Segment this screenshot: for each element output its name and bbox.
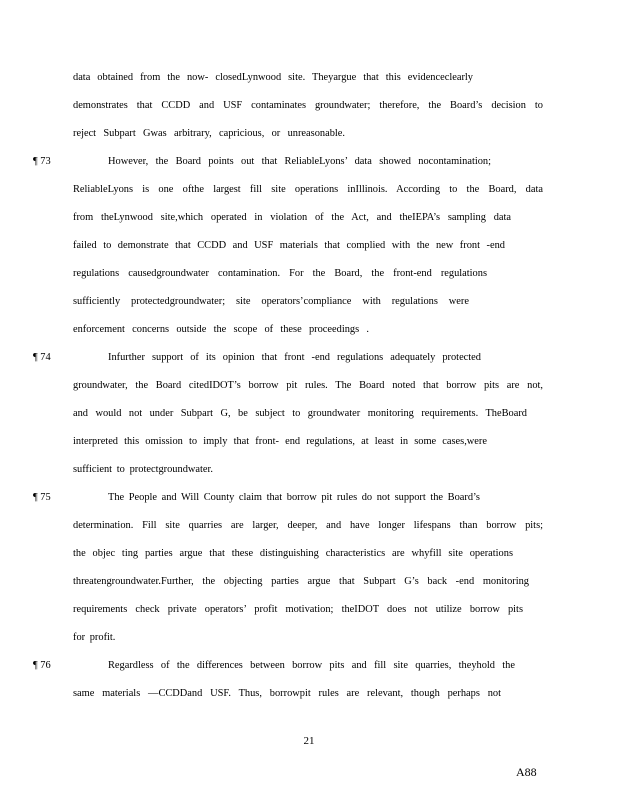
text-line: regulations causedgroundwater contamination. For the Board, the front-end regulations	[73, 268, 487, 279]
paragraph-number: ¶ 73	[33, 156, 51, 167]
text-line: demonstrates that CCDD and USF contaminates groundwater; therefore, the Board’s decision to	[73, 100, 543, 111]
text-line: Regardless of the differences between borrow pits and fill site quarries, theyhold the	[108, 660, 515, 671]
text-line: failed to demonstrate that CCDD and USF materials that complied with the new front -end	[73, 240, 505, 251]
text-line: reject Subpart Gwas arbitrary, capricious, or unreasonable.	[73, 128, 345, 139]
text-line: determination. Fill site quarries are larger, deeper, and have longer lifespans than borrow pits;	[73, 520, 543, 531]
text-line: data obtained from the now- closedLynwood site. Theyargue that this evidenceclearly	[73, 72, 473, 83]
text-line: interpreted this omission to imply that front- end regulations, at least in some cases,were	[73, 436, 487, 447]
text-line: sufficient to protectgroundwater.	[73, 464, 213, 475]
text-line: from theLynwood site,which operated in violation of the Act, and theIEPA’s sampling data	[73, 212, 511, 223]
text-line: same materials —CCDDand USF. Thus, borrowpit rules are relevant, though perhaps not	[73, 688, 501, 699]
paragraph-number: ¶ 74	[33, 352, 51, 363]
text-line: sufficiently protectedgroundwater; site operators’compliance with regulations were	[73, 296, 469, 307]
text-line: groundwater, the Board citedIDOT’s borrow pit rules. The Board noted that borrow pits are not,	[73, 380, 543, 391]
paragraph-number: ¶ 75	[33, 492, 51, 503]
text-line: and would not under Subpart G, be subject to groundwater monitoring requirements. TheBoard	[73, 408, 527, 419]
text-line: The People and Will County claim that borrow pit rules do not support the Board’s	[108, 492, 480, 503]
paragraph-number: ¶ 76	[33, 660, 51, 671]
text-line: Infurther support of its opinion that front -end regulations adequately protected	[108, 352, 481, 363]
page-number: 21	[303, 735, 315, 747]
text-line: requirements check private operators’ profit motivation; theIDOT does not utilize borrow pits	[73, 604, 523, 615]
text-line: for profit.	[73, 632, 116, 643]
text-line: the objec ting parties argue that these distinguishing characteristics are whyfill site operations	[73, 548, 513, 559]
exhibit-number: A88	[516, 765, 537, 779]
text-line: However, the Board points out that ReliableLyons’ data showed nocontamination;	[108, 156, 491, 167]
text-line: ReliableLyons is one ofthe largest fill site operations inIllinois. According to the Board, data	[73, 184, 543, 195]
text-line: threatengroundwater.Further, the objecting parties argue that Subpart G’s back -end monitoring	[73, 576, 529, 587]
text-line: enforcement concerns outside the scope of these proceedings .	[73, 324, 369, 335]
